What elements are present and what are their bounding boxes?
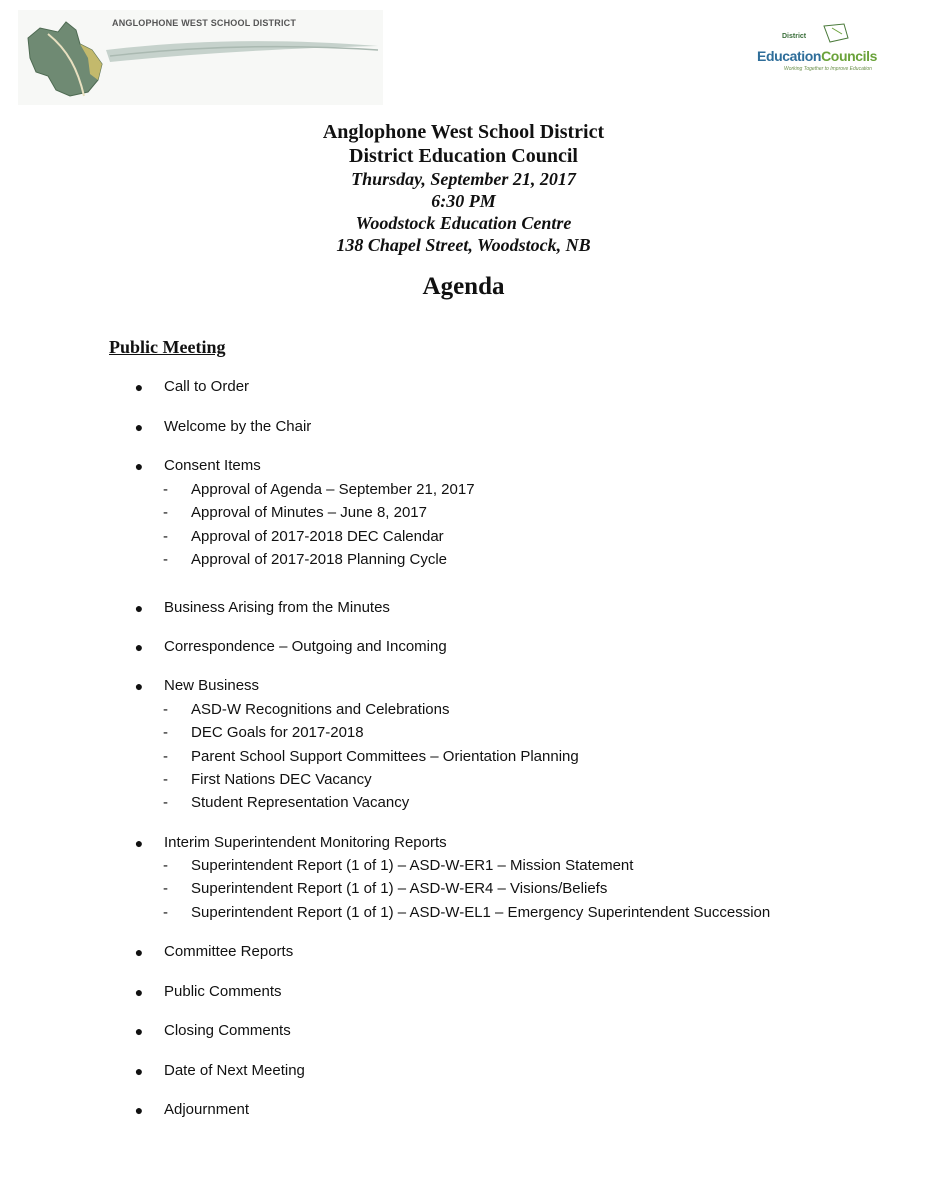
agenda-item-label: Date of Next Meeting <box>164 1062 305 1079</box>
bullet-icon: ● <box>134 639 144 655</box>
dash-icon: - <box>163 528 168 545</box>
dash-icon: - <box>163 481 168 498</box>
agenda-subitem-label: Approval of Minutes – June 8, 2017 <box>191 504 427 521</box>
meeting-address: 138 Chapel Street, Woodstock, NB <box>336 235 591 255</box>
council-name: District Education Council <box>349 145 578 167</box>
dash-icon: - <box>163 904 168 921</box>
agenda-item-label: Public Comments <box>164 983 282 1000</box>
agenda-subitem-label: DEC Goals for 2017-2018 <box>191 724 364 741</box>
agenda-item-label: Adjournment <box>164 1101 250 1118</box>
logo-district-word: District <box>782 33 807 40</box>
dash-icon: - <box>163 701 168 718</box>
meeting-header <box>0 120 927 256</box>
meeting-time: 6:30 PM <box>431 191 496 211</box>
logo-councils-word: Councils <box>821 48 877 64</box>
agenda-subitem-label: Approval of 2017-2018 DEC Calendar <box>191 528 444 545</box>
agenda-item-label: Correspondence – Outgoing and Incoming <box>164 638 447 655</box>
agenda-subitem-label: Approval of 2017-2018 Planning Cycle <box>191 551 448 568</box>
agenda-item-label: Interim Superintendent Monitoring Reports <box>164 834 447 851</box>
agenda-subitem-label: Superintendent Report (1 of 1) – ASD-W-ER4 – Visions/Beliefs <box>191 880 608 897</box>
agenda-item-label: Business Arising from the Minutes <box>164 599 390 616</box>
section-title: Public Meeting <box>109 337 226 357</box>
bullet-icon: ● <box>134 835 144 851</box>
agenda-subitem-label: ASD-W Recognitions and Celebrations <box>191 701 450 718</box>
meeting-date: Thursday, September 21, 2017 <box>351 169 576 189</box>
district-name: Anglophone West School District <box>322 121 605 143</box>
dash-icon: - <box>163 880 168 897</box>
agenda-item-label: Closing Comments <box>164 1022 291 1039</box>
bullet-icon: ● <box>134 678 144 694</box>
bullet-icon: ● <box>134 1063 144 1079</box>
agenda-item-label: New Business <box>164 677 260 694</box>
agenda-subitem-label: Parent School Support Committees – Orientation Planning <box>191 748 579 765</box>
logo-tagline: Working Together to Improve Education <box>784 66 872 72</box>
bullet-icon: ● <box>134 1023 144 1039</box>
bullet-icon: ● <box>134 984 144 1000</box>
dash-icon: - <box>163 551 168 568</box>
agenda-item-label: Welcome by the Chair <box>164 418 312 435</box>
dash-icon: - <box>163 504 168 521</box>
agenda-subitem-label: Superintendent Report (1 of 1) – ASD-W-ER1 – Mission Statement <box>191 857 634 874</box>
district-logo-text: ANGLOPHONE WEST SCHOOL DISTRICT <box>112 18 297 28</box>
dash-icon: - <box>163 857 168 874</box>
agenda-subitem-label: Superintendent Report (1 of 1) – ASD-W-EL1 – Emergency Superintendent Succession <box>191 904 771 921</box>
agenda-item-label: Committee Reports <box>164 943 294 960</box>
agenda-subitem-label: Student Representation Vacancy <box>191 794 410 811</box>
agenda-item-label: Call to Order <box>164 378 250 395</box>
agenda-title: Agenda <box>422 273 505 300</box>
bullet-icon: ● <box>134 944 144 960</box>
bullet-icon: ● <box>134 1102 144 1118</box>
agenda-item-label: Consent Items <box>164 457 261 474</box>
dash-icon: - <box>163 724 168 741</box>
dash-icon: - <box>163 794 168 811</box>
bullet-icon: ● <box>134 600 144 616</box>
logo-education-word: Education <box>757 48 822 64</box>
dash-icon: - <box>163 771 168 788</box>
dash-icon: - <box>163 748 168 765</box>
agenda-subitem-label: Approval of Agenda – September 21, 2017 <box>191 481 475 498</box>
agenda-subitem-label: First Nations DEC Vacancy <box>191 771 372 788</box>
logo-education-councils <box>757 48 877 64</box>
bullet-icon: ● <box>134 419 144 435</box>
meeting-venue: Woodstock Education Centre <box>355 213 572 233</box>
bullet-icon: ● <box>134 458 144 474</box>
bullet-icon: ● <box>134 379 144 395</box>
